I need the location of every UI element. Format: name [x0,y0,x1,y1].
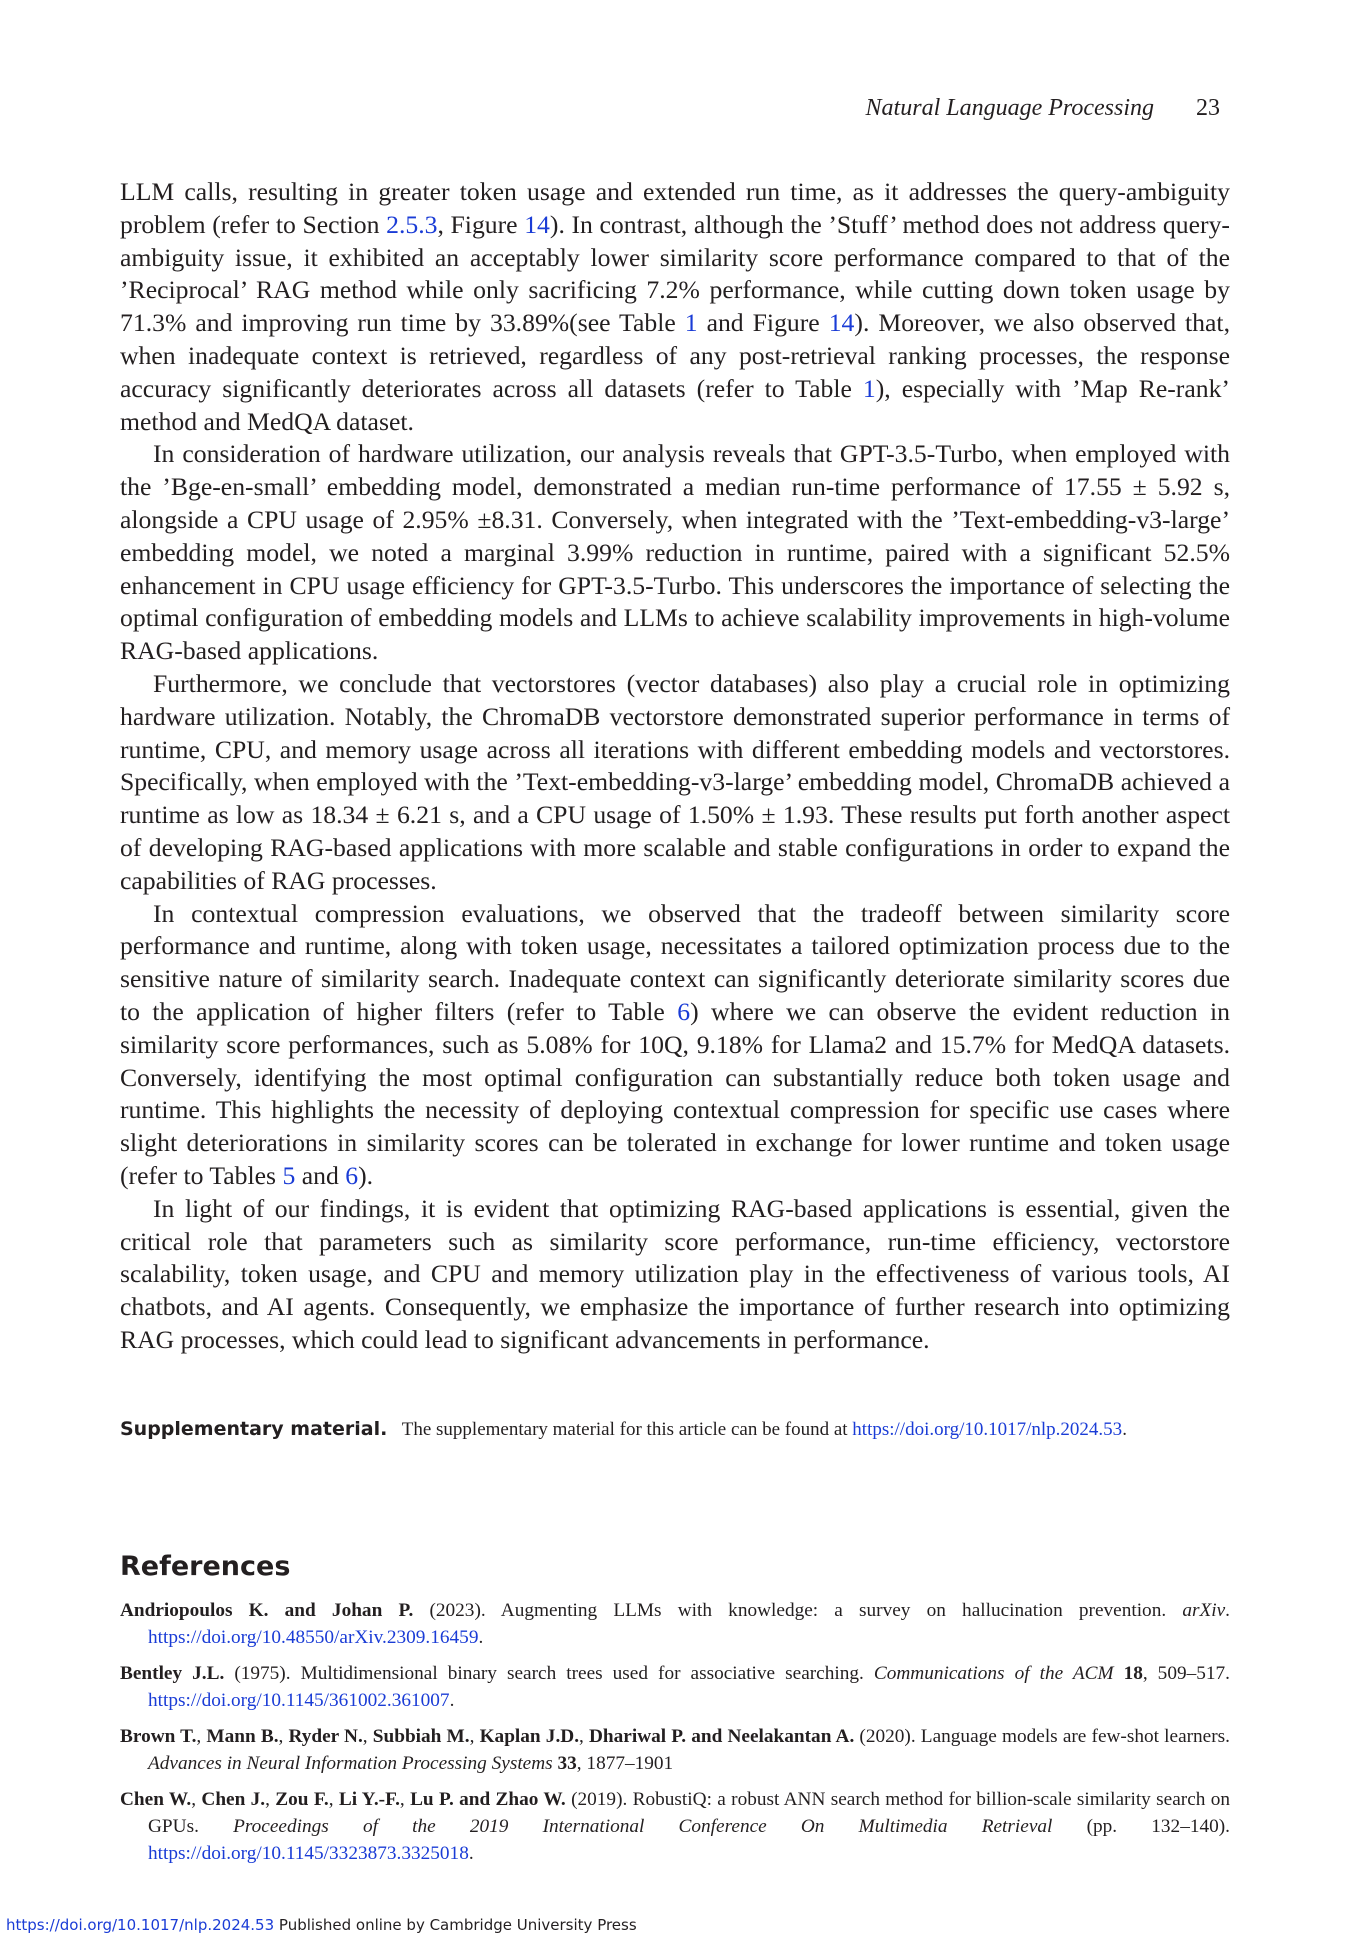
supplementary-end: . [1122,1419,1127,1440]
paragraph-text: LLM calls, resulting in greater token usage and extended run time, as it addresses the query-ambiguity problem (refer to Section [120,177,1230,239]
supplementary-material [120,1416,1240,1443]
reference-item [120,1723,1230,1777]
reference-venue: Communications of the ACM [873,1663,1114,1684]
reference-text: , [278,1726,289,1747]
reference-text: , [399,1789,411,1810]
reference-text: . [478,1627,484,1648]
reference-author: Bentley J.L. [120,1663,225,1684]
references-heading: References [120,1551,291,1582]
reference-item [120,1660,1230,1714]
reference-text: . [468,1843,474,1864]
reference-author: Subbiah M. [372,1726,470,1747]
reference-author: Mann B. [206,1726,279,1747]
reference-venue: arXiv [1182,1600,1226,1621]
reference-text: , [191,1789,202,1810]
reference-author: Kaplan J.D. [479,1726,580,1747]
reference-author: Chen W. [120,1789,192,1810]
page-number: 23 [1196,95,1220,121]
paragraph-text: In light of our findings, it is evident that optimizing RAG-based applications is essential, given the critical role that parameters such as similarity score performance, run-time efficiency, vectorstore scalability, token usage, and CPU and memory utilization play in the effectiveness of various tools, AI chatbots, and AI agents. Consequently, we emphasize the importance of further research into optimizing RAG processes, which could lead to significant advancements in performance. [120,1193,1230,1354]
reference-author: Zou F. [275,1789,329,1810]
reference-text: , 509–517. [1142,1663,1230,1684]
paragraph-text: ). Moreover, we also observed that, when inadequate context is retrieved, regardless of any post-retrieval ranking processes, the response accuracy significantly deteriorates across all datasets (refer to Table [120,308,1230,403]
reference-text: 18 [1123,1663,1143,1684]
paragraph-text: and Figure [697,308,829,338]
paragraph-link[interactable]: 14 [524,209,550,239]
reference-text: (2019). RobustiQ: a robust ANN search method for billion-scale similarity search on GPUs. [148,1789,1231,1837]
paragraph-text: ). [358,1160,374,1190]
paragraph-link[interactable]: 1 [684,308,698,338]
paragraph [120,438,1230,668]
reference-text: (1975). Multidimensional binary search trees used for associative searching. [224,1663,874,1684]
running-head [866,93,1220,123]
reference-author: Brown T. [120,1726,197,1747]
reference-item [120,1786,1230,1867]
paragraph [120,668,1230,898]
paragraph-link[interactable]: 1 [862,373,876,403]
reference-item [120,1597,1230,1651]
paragraph-text: In contextual compression evaluations, we observed that the tradeoff between similarity score performance and runtime, along with token usage, necessitates a tailored optimization process due to the sensitive nature of similarity search. Inadequate context can significantly deteriorate similarity scores due to the application of higher filters (refer to Table [120,898,1230,1026]
paragraph-link[interactable]: 14 [828,308,855,338]
reference-venue: Advances in Neural Information Processing Systems [148,1753,553,1774]
reference-text: , [265,1789,276,1810]
paragraph-text: In consideration of hardware utilization, our analysis reveals that GPT-3.5-Turbo, when employed with the ’Bge-en-small’ embedding model, demonstrated a median run-time performance of 17.55 ± 5.92 s, alongside a CPU usage of 2.95% ±8.31. Conversely, when integrated with the ’Text-embedding-v3-large’ embedding model, we noted a marginal 3.99% reduction in runtime, paired with a significant 52.5% enhancement in CPU usage efficiency for GPT-3.5-Turbo. This underscores the importance of selecting the optimal configuration of embedding models and LLMs to achieve scalability improvements in high-volume RAG-based applications. [120,439,1230,666]
reference-author: Ryder N. [288,1726,363,1747]
footer-publisher-text: Published online by Cambridge University Press [274,1916,637,1934]
supplementary-link[interactable]: https://doi.org/10.1017/nlp.2024.53 [852,1419,1123,1440]
footer-doi-link[interactable]: https://doi.org/10.1017/nlp.2024.53 [6,1916,275,1934]
reference-text: . [1225,1600,1230,1621]
reference-text: , [196,1726,207,1747]
reference-author: Dhariwal P. and Neelakantan A. [589,1726,855,1747]
reference-link[interactable]: https://doi.org/10.1145/361002.361007 [148,1690,450,1711]
reference-author: Andriopoulos K. and Johan P. [120,1600,414,1621]
paragraph [120,1193,1230,1357]
reference-text: (2020). Language models are few-shot learners. [854,1726,1230,1747]
reference-text: , [362,1726,373,1747]
reference-author: Li Y.-F. [338,1789,400,1810]
paragraph-link[interactable]: 5 [282,1160,296,1190]
reference-text [1114,1663,1124,1684]
references-list [120,1597,1230,1876]
reference-venue: Proceedings of the 2019 International Conference On Multimedia Retrieval [233,1816,1053,1837]
supplementary-heading: Supplementary material. [120,1418,388,1440]
paragraph-link[interactable]: 2.5.3 [386,209,438,239]
paragraph-link[interactable]: 6 [345,1160,359,1190]
paragraph-text: ) where we can observe the evident reduction in similarity score performances, such as 5.08% for 10Q, 9.18% for Llama2 and 15.7% for MedQA datasets. Conversely, identifying the most optimal configuration can substantially reduce both token usage and runtime. This highlights the necessity of deploying contextual compression for specific use cases where slight deteriorations in similarity scores can be tolerated in exchange for lower runtime and token usage (refer to Tables [120,996,1230,1190]
reference-link[interactable]: https://doi.org/10.48550/arXiv.2309.16459 [148,1627,479,1648]
reference-text: (2023). Augmenting LLMs with knowledge: a survey on hallucination prevention. [413,1600,1183,1621]
paragraph-text: ). In contrast, although the ’Stuff’ method does not address query-ambiguity issue, it exhibited an acceptably lower similarity score performance compared to that of the ’Reciprocal’ RAG method while only sacrificing 7.2% performance, while cutting down token usage by 71.3% and improving run time by 33.89%(see Table [120,209,1230,338]
paragraph-text: ), especially with ’Map Re-rank’ method and MedQA dataset. [120,373,1230,436]
journal-title: Natural Language Processing [865,95,1154,121]
body-text [120,176,1230,1357]
page-footer [6,1915,637,1935]
reference-link[interactable]: https://doi.org/10.1145/3323873.3325018 [148,1843,469,1864]
reference-text: , [328,1789,339,1810]
supplementary-text: The supplementary material for this article can be found at [401,1419,853,1440]
paragraph [120,176,1230,438]
paragraph-text: Furthermore, we conclude that vectorstores (vector databases) also play a crucial role in optimizing hardware utilization. Notably, the ChromaDB vectorstore demonstrated superior performance in terms of runtime, CPU, and memory usage across all iterations with different embedding models and vectorstores. Specifically, when employed with the ’Text-embedding-v3-large’ embedding model, ChromaDB achieved a runtime as low as 18.34 ± 6.21 s, and a CPU usage of 1.50% ± 1.93. These results put forth another aspect of developing RAG-based applications with more scalable and stable configurations in order to expand the capabilities of RAG processes. [120,668,1230,895]
reference-text: (pp. 132–140). [1052,1816,1231,1837]
paragraph-text: , Figure [437,209,525,239]
reference-text: 33 [557,1753,577,1774]
reference-author: Chen J. [201,1789,266,1810]
reference-text: . [449,1690,455,1711]
paragraph [120,898,1230,1193]
reference-text: , 1877–1901 [576,1753,674,1774]
paragraph-link[interactable]: 6 [677,996,691,1026]
reference-text: , [469,1726,480,1747]
reference-text: , [579,1726,589,1747]
reference-author: Lu P. and Zhao W. [410,1789,566,1810]
paragraph-text: and [295,1160,346,1190]
